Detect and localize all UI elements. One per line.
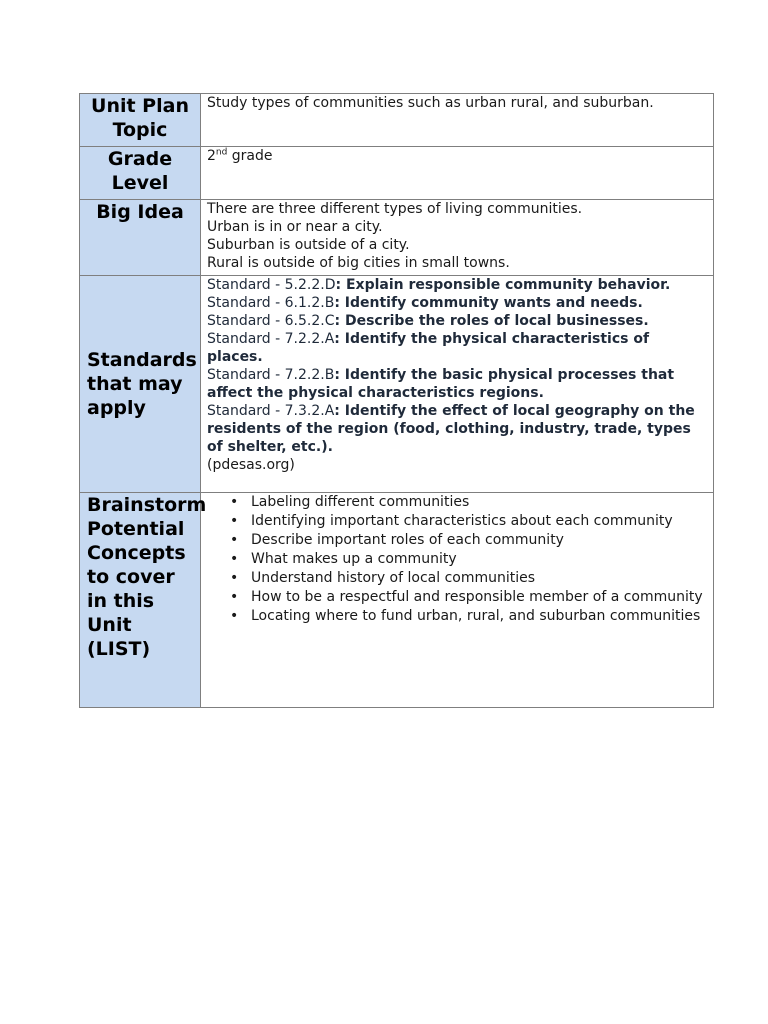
- unit-plan-topic-header-cell: [80, 94, 201, 147]
- standards-header-cell: [80, 276, 201, 493]
- grade-level-row: [80, 147, 714, 200]
- big-idea-row: [80, 200, 714, 276]
- grade-level-header: Grade Level: [107, 148, 173, 194]
- unit-plan-table: [79, 93, 714, 708]
- grade-level-content-cell: [201, 147, 714, 200]
- big-idea-header: Big Idea: [96, 201, 184, 223]
- grade-number: 2: [207, 148, 216, 164]
- big-idea-header-cell: [80, 200, 201, 276]
- big-idea-line: There are three different types of living communities.: [207, 201, 583, 217]
- concept-item: • Understand history of local communities: [251, 569, 707, 588]
- standard-item: [207, 312, 707, 330]
- standard-description: : Identify community wants and needs.: [334, 295, 643, 311]
- big-idea-content-cell: [201, 200, 714, 276]
- standard-description: : Describe the roles of local businesses.: [334, 313, 649, 329]
- standard-description: : Identify the physical characteristics of places.: [207, 331, 650, 365]
- standards-content-cell: [201, 276, 714, 493]
- unit-plan-topic-text: Study types of communities such as urban rural, and suburban.: [207, 95, 654, 111]
- standards-source: (pdesas.org): [207, 457, 295, 473]
- concept-item: • How to be a respectful and responsible member of a community: [251, 588, 707, 607]
- standard-description: : Explain responsible community behavior.: [335, 277, 671, 293]
- standard-item: [207, 330, 707, 366]
- standard-description: : Identify the effect of local geography on the residents of the region (food, clothing, industry, trade, types of shelter, etc.).: [207, 403, 695, 455]
- standard-code: Standard - 6.1.2.B: [207, 295, 335, 311]
- concept-item: • Locating where to fund urban, rural, and suburban communities: [251, 607, 707, 626]
- grade-ordinal-suffix: nd: [215, 147, 228, 158]
- standard-item: [207, 294, 707, 312]
- concept-item: • Labeling different communities: [251, 493, 707, 512]
- standard-code: Standard - 6.5.2.C: [207, 313, 335, 329]
- standard-item: [207, 276, 707, 294]
- brainstorm-row: [80, 493, 714, 708]
- concept-item: • What makes up a community: [251, 550, 707, 569]
- standards-row: [80, 276, 714, 493]
- brainstorm-content-cell: [201, 493, 714, 708]
- standard-code: Standard - 7.2.2.A: [207, 331, 335, 347]
- standard-code: Standard - 7.3.2.A: [207, 403, 335, 419]
- standard-item: [207, 402, 707, 456]
- grade-word: grade: [227, 148, 273, 164]
- grade-level-header-cell: [80, 147, 201, 200]
- standard-code: Standard - 5.2.2.D: [207, 277, 336, 293]
- grade-level-text: [207, 147, 707, 165]
- unit-plan-topic-row: [80, 94, 714, 147]
- standards-header: Standards that may apply: [87, 349, 197, 419]
- standard-description: : Identify the basic physical processes that affect the physical characteristics regions.: [207, 367, 675, 401]
- big-idea-line: Urban is in or near a city.: [207, 219, 383, 235]
- standard-item: [207, 366, 707, 402]
- concept-item: • Identifying important characteristics about each community: [251, 512, 707, 531]
- brainstorm-header-cell: [80, 493, 207, 708]
- concept-item: • Describe important roles of each community: [251, 531, 707, 550]
- unit-plan-topic-header: Unit Plan Topic: [91, 95, 189, 141]
- unit-plan-topic-content-cell: [201, 94, 714, 147]
- big-idea-line: Suburban is outside of a city.: [207, 237, 410, 253]
- big-idea-line: Rural is outside of big cities in small towns.: [207, 255, 510, 271]
- brainstorm-header: Brainstorm Potential Concepts to cover in this Unit (LIST): [87, 494, 207, 660]
- concepts-list: [207, 493, 707, 626]
- standard-code: Standard - 7.2.2.B: [207, 367, 335, 383]
